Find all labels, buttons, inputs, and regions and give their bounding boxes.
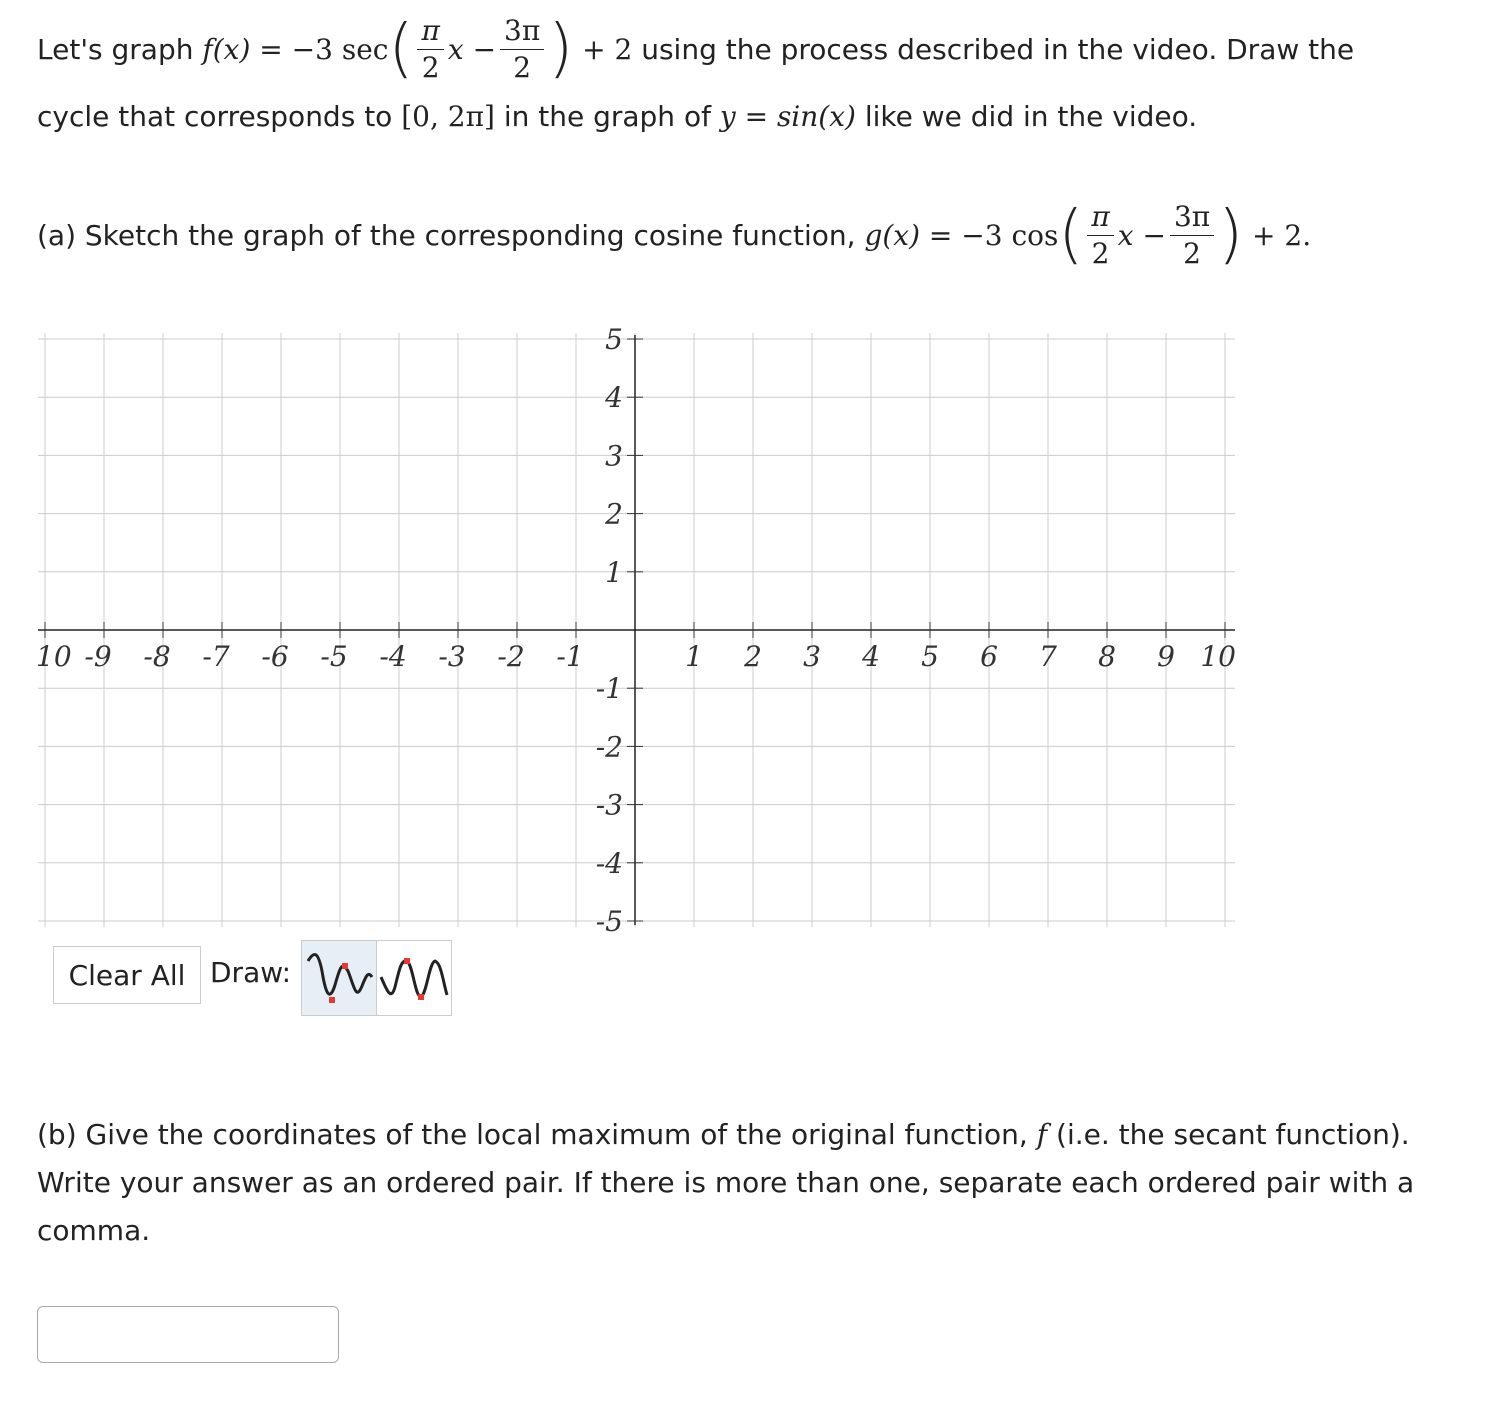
- y-tick-label: 2: [605, 497, 623, 531]
- clear-all-button[interactable]: Clear All: [53, 946, 201, 1004]
- cosine-wave-icon: [377, 941, 451, 1015]
- g-def: g(x) = −3 cos: [864, 218, 1059, 252]
- x-tick-label: 7: [1039, 640, 1057, 673]
- pi-over-2-a: $\frac{\pi}{2}$: [1087, 203, 1113, 268]
- x-tick-label: -2: [497, 640, 525, 673]
- x-tick-label: 2: [744, 640, 762, 673]
- x-tick-label: 4: [862, 640, 880, 673]
- part-b-line-3: comma.: [37, 1214, 151, 1247]
- x-tick-label: 10: [1200, 640, 1236, 673]
- part-a-prompt: (a) Sketch the graph of the corresponding cosine function, g(x) = −3 cos ( $\frac{\pi}{2}$ x − $\frac{3\pi}{2}$ ) + 2.: [37, 198, 1312, 272]
- sine-wave-icon: [302, 941, 376, 1015]
- x-tick-label: -8: [143, 640, 171, 673]
- x-tick-label: 6: [980, 640, 998, 673]
- question-line-1: Let's graph f(x) = −3 sec ( $\frac{\pi}{2}$ x − $\frac{3\pi}{2}$ ) + 2 using the process described in the video. Draw the: [37, 12, 1355, 86]
- x-tick-label: 10: [36, 640, 72, 673]
- answer-input[interactable]: [37, 1306, 339, 1363]
- interval: [0, 2π]: [401, 100, 495, 133]
- y-tick-label: -2: [595, 730, 623, 764]
- x-tick-label: 9: [1157, 640, 1175, 673]
- graph-canvas[interactable]: [30, 325, 1240, 935]
- axes: [38, 335, 1235, 925]
- y-tick-label: 5: [605, 325, 623, 356]
- x-tick-label: 8: [1098, 640, 1116, 673]
- part-b-line-1: (b) Give the coordinates of the local maximum of the original function, f (i.e. the secant function).: [37, 1118, 1410, 1151]
- x-tick-label: -6: [261, 640, 289, 673]
- y-tick-label: -4: [595, 846, 623, 880]
- y-tick-label: 4: [605, 381, 623, 415]
- x-tick-label: -7: [202, 640, 230, 673]
- pi-over-2: $\frac{\pi}{2}$: [417, 17, 443, 82]
- three-pi-over-2: $\frac{3\pi}{2}$: [500, 17, 544, 82]
- x-tick-label: -4: [379, 640, 407, 673]
- x-tick-label: 1: [685, 640, 703, 673]
- y-tick-label: 1: [605, 555, 623, 589]
- y-tick-label: -3: [595, 788, 623, 822]
- x-tick-label: 5: [921, 640, 939, 673]
- x-tick-label: -5: [320, 640, 348, 673]
- x-tick-label: -9: [84, 640, 112, 673]
- f-def: f(x) = −3 sec: [202, 32, 389, 66]
- question-line-2: cycle that corresponds to [0, 2π] in the graph of y = sin(x) like we did in the video.: [37, 100, 1198, 133]
- y-tick-label: -5: [595, 905, 623, 935]
- y-sin: y = sin(x): [719, 100, 856, 133]
- part-b-line-2: Write your answer as an ordered pair. If there is more than one, separate each ordered pair with a: [37, 1166, 1415, 1199]
- x-tick-label: -3: [438, 640, 466, 673]
- y-tick-label: -1: [595, 672, 623, 706]
- x-tick-label: -1: [556, 640, 584, 673]
- draw-label: Draw:: [210, 956, 292, 989]
- y-tick-label: 3: [605, 439, 623, 473]
- sine-tool-button[interactable]: [301, 940, 377, 1016]
- cosine-tool-button[interactable]: [376, 940, 452, 1016]
- three-pi-over-2-a: $\frac{3\pi}{2}$: [1170, 203, 1214, 268]
- x-tick-label: 3: [803, 640, 821, 673]
- question-intro: Let's graph: [37, 32, 194, 66]
